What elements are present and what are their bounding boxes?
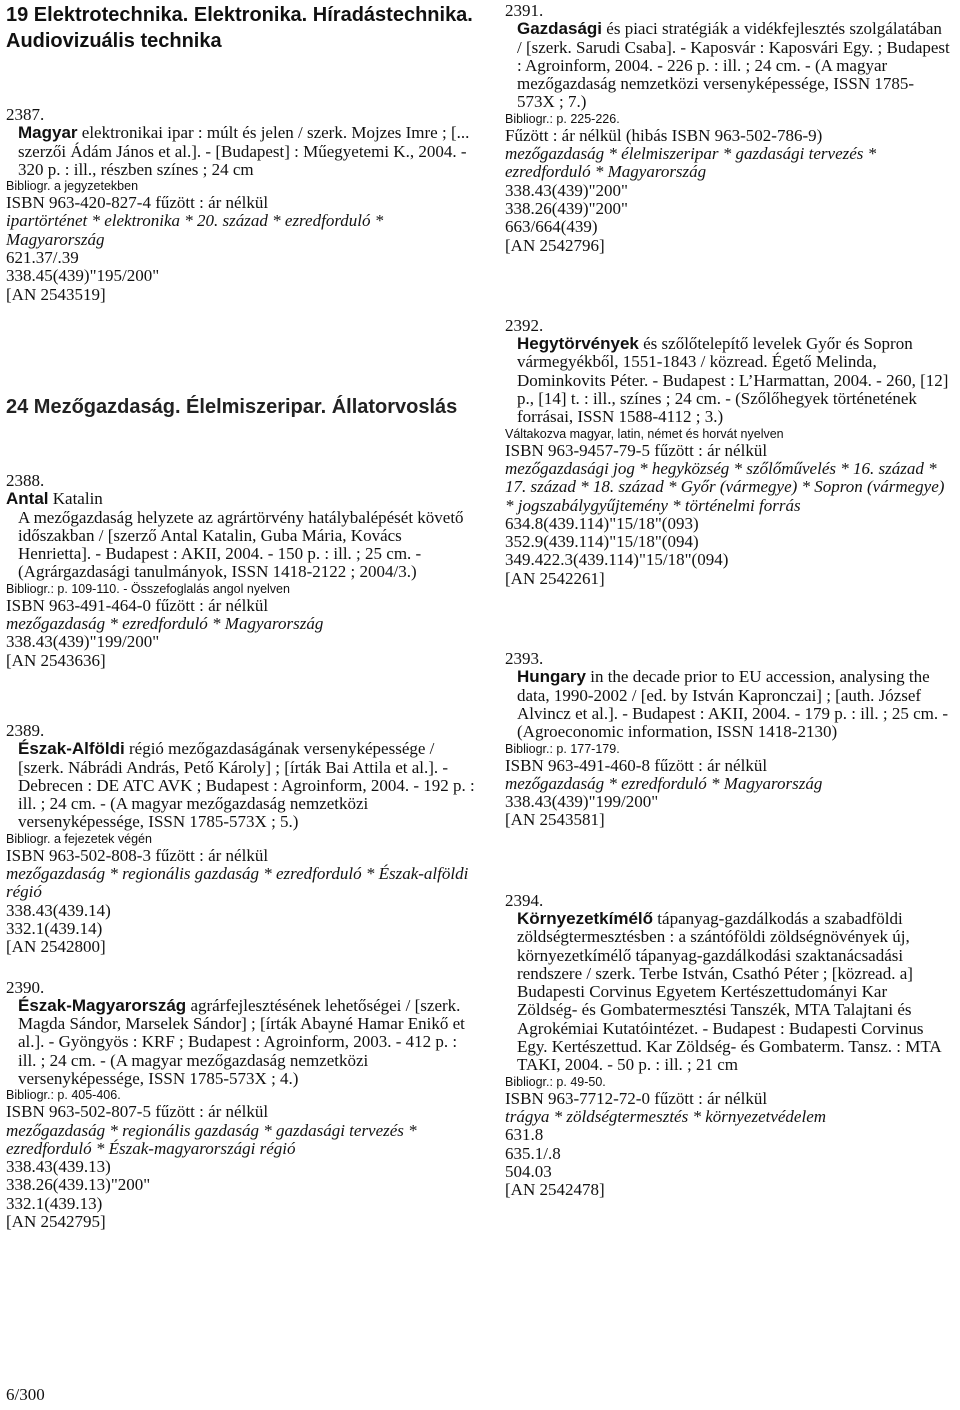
entry-number: 2392. [505, 315, 544, 335]
entry-number: 2389. [6, 720, 45, 740]
entry-title [505, 910, 950, 1075]
entry-code: 338.43(439.14) [6, 900, 111, 920]
entry-number: 2394. [505, 890, 544, 910]
entry-note: Bibliogr.: p. 177-179. [505, 741, 620, 756]
left-column [6, 2, 476, 1231]
entry-code: 338.26(439)"200" [505, 198, 628, 218]
entry-note: Bibliogr.: p. 225-226. [505, 111, 620, 126]
entry-subjects: mezőgazdaság * ezredforduló * Magyarország [505, 773, 823, 793]
entry-note: Bibliogr. a fejezetek végén [6, 831, 152, 846]
entry-2392 [505, 317, 950, 588]
entry-2388 [6, 472, 476, 670]
entry-code: 634.8(439.114)"15/18"(093) [505, 513, 699, 533]
entry-code: 338.45(439)"195/200" [6, 266, 160, 286]
entry-code: 349.422.3(439.114)"15/18"(094) [505, 550, 729, 570]
entry-isbn: ISBN 963-491-464-0 fűzött : ár nélkül [6, 595, 269, 615]
entry-code: 621.37/.39 [6, 248, 79, 268]
entry-subjects: mezőgazdaság * élelmiszeripar * gazdasági tervezés * ezredforduló * Magyarország [505, 144, 877, 182]
entry-title [505, 668, 950, 741]
entry-2387 [6, 106, 476, 304]
entry-2391 [505, 2, 950, 255]
entry-code: [AN 2542795] [6, 1212, 106, 1232]
entry-code: [AN 2542261] [505, 568, 605, 588]
entry-isbn: ISBN 963-9457-79-5 fűzött : ár nélkül [505, 440, 768, 460]
entry-code: [AN 2543519] [6, 284, 106, 304]
right-column [505, 2, 950, 1199]
entry-code: 338.43(439)"200" [505, 180, 628, 200]
entry-code: 338.43(439)"199/200" [505, 792, 659, 812]
entry-subjects: ipartörténet * elektronika * 20. század * ezredforduló * Magyarország [6, 211, 384, 249]
entry-isbn: ISBN 963-502-807-5 fűzött : ár nélkül [6, 1102, 269, 1122]
entry-number: 2391. [505, 1, 544, 20]
entry-head: Környezetkímélő [517, 908, 654, 928]
entry-title [6, 997, 476, 1088]
entry-code: 352.9(439.114)"15/18"(094) [505, 532, 699, 552]
entry-head: Antal [6, 489, 49, 509]
entry-title-rest: elektronikai ipar : múlt és jelen / szerk. Mojzes Imre ; [... szerzői Ádám János et al.]. - [Budapest] : Műegyetemi K., 2004. - 320 p. : ill., részben színes ; 24 cm [18, 123, 470, 179]
entry-code: [AN 2542800] [6, 937, 106, 957]
entry-number: 2393. [505, 649, 544, 669]
entry-isbn: ISBN 963-502-808-3 fűzött : ár nélkül [6, 845, 269, 865]
entry-head: Észak-Alföldi [18, 739, 125, 759]
entry-isbn: ISBN 963-7712-72-0 fűzött : ár nélkül [505, 1088, 768, 1108]
entry-code: 631.8 [505, 1125, 544, 1145]
entry-number: 2387. [6, 105, 45, 124]
entry-code: 635.1/.8 [505, 1143, 561, 1163]
entry-subjects: mezőgazdaság * regionális gazdaság * gazdasági tervezés * ezredforduló * Észak-magyarországi régió [6, 1120, 417, 1158]
entry-subjects: mezőgazdaság * regionális gazdaság * ezredforduló * Észak-alföldi régió [6, 864, 469, 902]
entry-head: Észak-Magyarország [18, 995, 187, 1015]
entry-code: 332.1(439.13) [6, 1193, 103, 1213]
section-heading-24: 24 Mezőgazdaság. Élelmiszeripar. Állatorvoslás [6, 395, 458, 418]
entry-subjects: trágya * zöldségtermesztés * környezetvédelem [505, 1106, 827, 1126]
entry-code: 504.03 [505, 1161, 552, 1181]
entry-2390 [6, 979, 476, 1232]
entry-code: 338.26(439.13)"200" [6, 1175, 151, 1195]
entry-title-rest: tápanyag-gazdálkodás a szabadföldi zöldségtermesztésben : a szántóföldi zöldségnövények új, környezetkímélő tápanyag-gazdálkodási szaktanácsadási rendszere / szerk. Terbe István, Csathó Péter ; [közread. a] Budapesti Corvinus Egyetem Kertészettudományi Kar Zöldség- és Gombatermesztési Tanszék, MTA Talajtani és Agrokémiai Kutatóintézet. - Budapest : Budapesti Corvinus Egy. Kertészettud. Kar Zöldség- és Gombaterm. Tansz. : MTA TAKI, 2004. - 50 p. : ill. ; 21 cm [517, 908, 941, 1075]
entry-isbn: ISBN 963-420-827-4 fűzött : ár nélkül [6, 193, 269, 213]
entry-code: 338.43(439.13) [6, 1157, 111, 1177]
entry-title-rest: Katalin [48, 489, 103, 509]
entry-note: Bibliogr.: p. 405-406. [6, 1088, 121, 1103]
entry-2394 [505, 892, 950, 1200]
entry-title-rest: és szőlőtelepítő levelek Győr és Sopron vármegyékből, 1551-1843 / közread. Égető Melinda, Dominkovits Péter. - Budapest : L’Harmattan, 2004. - 260, [12] p., [14] t. : ill., színes ; 24 cm. - (Szőlőhegyek történetének forrásai, ISSN 1588-4112 ; 3.) [517, 334, 949, 427]
page-number: 6/300 [6, 1385, 45, 1404]
entry-title-rest: agrárfejlesztésének lehetőségei / [szerk. Magda Sándor, Marselek Sándor] ; [írták Abayné Hamar Enikő et al.]. - Gyöngyös : KRF ; Budapest : Agroinform, 2003. - 412 p. : ill. ; 24 cm. - (A magyar mezőgazdaság nemzetközi versenyképessége, ISSN 1785-573X ; 4.) [18, 995, 465, 1088]
entry-body: A mezőgazdaság helyzete az agrártörvény hatálybalépését követő időszakban / [szerző Antal Katalin, Guba Mária, Kovács Henrietta]. - Budapest : AKII, 2004. - 150 p. : ill. ; 25 cm. - (Agrárgazdasági tanulmányok, ISSN 1418-2122 ; 2004/3.) [18, 507, 464, 582]
entry-code: [AN 2543581] [505, 810, 605, 830]
section-heading-19: 19 Elektrotechnika. Elektronika. Híradástechnika. Audiovizuális technika [6, 4, 473, 52]
entry-title-rest: régió mezőgazdaságának versenyképessége / [szerk. Nábrádi András, Pető Károly] ; [írták Bai Attila et al.]. - Debrecen : DE ATC AVK ; Budapest : Agroinform, 2004. - 192 p. : ill. ; 24 cm. - (A magyar mezőgazdaság nemzetközi versenyképessége, ISSN 1785-573X ; 5.) [18, 739, 475, 832]
entry-code: [AN 2542796] [505, 235, 605, 255]
entry-isbn: Fűzött : ár nélkül (hibás ISBN 963-502-786-9) [505, 125, 823, 145]
entry-number: 2390. [6, 977, 45, 997]
entry-subjects: mezőgazdaság * ezredforduló * Magyarország [6, 614, 324, 634]
entry-number: 2388. [6, 470, 45, 490]
entry-author [6, 490, 476, 508]
entry-head: Gazdasági [517, 19, 603, 39]
entry-head: Hungary [517, 667, 586, 687]
entry-title [6, 124, 476, 179]
entry-note: Váltakozva magyar, latin, német és horvát nyelven [505, 426, 784, 441]
entry-title-rest: in the decade prior to EU accession, analysing the data, 1990-2002 / [ed. by István Kapronczai] ; [auth. József Alvincz et al.]. - Budapest : AKII, 2004. - 179 p. : ill. ; 25 cm. - (Agroeconomic information, ISSN 1418-2130) [517, 667, 949, 742]
entry-code: [AN 2543636] [6, 650, 106, 670]
entry-code: 338.43(439)"199/200" [6, 632, 160, 652]
entry-code: 332.1(439.14) [6, 918, 103, 938]
entry-note: Bibliogr.: p. 49-50. [505, 1074, 606, 1089]
entry-head: Magyar [18, 123, 78, 143]
entry-note: Bibliogr.: p. 109-110. - Összefoglalás angol nyelven [6, 581, 290, 596]
entry-head: Hegytörvények [517, 334, 639, 354]
entry-title [6, 740, 476, 831]
entry-title [505, 335, 950, 426]
entry-title [505, 20, 950, 111]
entry-code: 663/664(439) [505, 217, 598, 237]
entry-code: [AN 2542478] [505, 1180, 605, 1200]
entry-2393 [505, 650, 950, 830]
entry-isbn: ISBN 963-491-460-8 fűzött : ár nélkül [505, 755, 768, 775]
entry-2389 [6, 722, 476, 957]
entry-subjects: mezőgazdasági jog * hegyközség * szőlőművelés * 16. század * 17. század * 18. század * Győr (vármegye) * Sopron (vármegye) * jogszabálygyűjtemény * történelmi forrás [505, 458, 945, 515]
entry-title-rest: és piaci stratégiák a vidékfejlesztés szolgálatában / [szerk. Sarudi Csaba]. - Kaposvár : Kaposvári Egy. ; Budapest : Agroinform, 2004. - 226 p. : ill. ; 24 cm. - (A magyar mezőgazdaság nemzetközi versenyképessége, ISSN 1785-573X ; 7.) [517, 19, 950, 112]
entry-note: Bibliogr. a jegyzetekben [6, 179, 139, 194]
